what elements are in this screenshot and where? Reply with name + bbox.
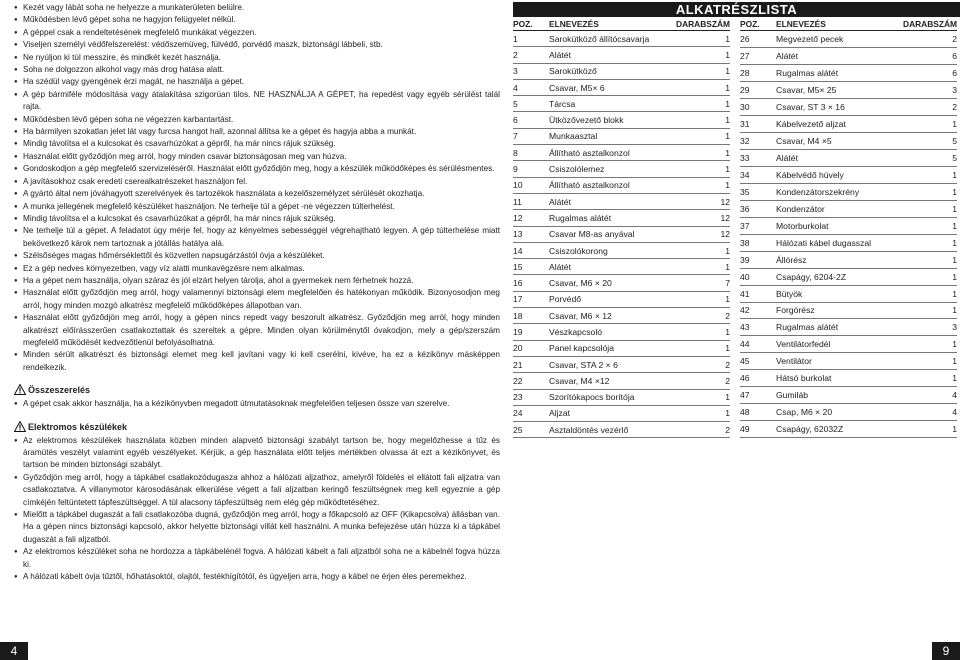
part-qty: 5 xyxy=(903,149,957,166)
col-header-qty: DARABSZÁM xyxy=(676,18,730,29)
part-pos: 35 xyxy=(740,183,776,200)
table-row xyxy=(513,422,730,438)
table-row xyxy=(513,291,730,307)
part-pos: 5 xyxy=(513,96,549,112)
part-name: Panel kapcsolója xyxy=(549,340,676,356)
table-row xyxy=(513,275,730,291)
table-row xyxy=(740,251,957,268)
part-name: Sarokütköző állítócsavarja xyxy=(549,31,676,47)
col-header-pos: POZ. xyxy=(740,17,776,31)
part-pos: 29 xyxy=(740,81,776,98)
part-name: Csavar, M4 ×12 xyxy=(549,373,676,389)
part-name: Csap, M6 × 20 xyxy=(776,404,903,421)
part-pos: 30 xyxy=(740,98,776,115)
col-header-qty: DARABSZÁM xyxy=(903,18,957,29)
electrical-heading-text: Elektromos készülékek xyxy=(28,421,128,432)
table-row xyxy=(513,145,730,161)
part-qty: 1 xyxy=(903,251,957,268)
part-qty: 1 xyxy=(903,234,957,251)
table-row xyxy=(740,285,957,302)
bullet-item: ● A géppel csak a rendeltetésének megfelelő munkákat végezzen. xyxy=(14,27,500,39)
table-row xyxy=(513,128,730,144)
bullet-item: ● Ez a gép nedves környezetben, vagy víz alatti munkavégzésre nem alkalmas. xyxy=(14,263,500,275)
table-row xyxy=(740,336,957,353)
part-pos: 18 xyxy=(513,308,549,324)
part-qty: 1 xyxy=(676,145,730,161)
part-name: Alátét xyxy=(549,47,676,63)
part-pos: 10 xyxy=(513,177,549,193)
table-row xyxy=(740,47,957,64)
part-qty: 4 xyxy=(903,404,957,421)
table-row xyxy=(740,404,957,421)
part-qty: 1 xyxy=(903,285,957,302)
bullet-item: ● A javításokhoz csak eredeti cserealkatrészeket használjon fel. xyxy=(14,176,500,188)
table-row xyxy=(740,370,957,387)
table-row xyxy=(740,319,957,336)
bullet-item: ● Ne nyúljon ki túl messzire, és mindkét kezét használja. xyxy=(14,52,500,64)
table-row xyxy=(513,79,730,95)
part-qty: 2 xyxy=(903,98,957,115)
bullet-item: ● Ha szédül vagy gyengének érzi magát, ne használja a gépet. xyxy=(14,76,500,88)
part-pos: 37 xyxy=(740,217,776,234)
bullet-item: ● Győződjön meg arról, hogy a tápkábel csatlakozódugasza ahhoz a hálózati aljzathoz, amelyről földelés el ellátott fali aljzatra van csatlakoztatva. A villanymotor károsodásának elkerülése végett a fali aljzatban keringő feszültségnek meg kell egyeznie a gép címkéjén feltüntetett tápfeszültséggel. A túl alacsony tápfeszültség nem elég gép működtetéséhez. xyxy=(14,472,500,509)
part-qty: 12 xyxy=(676,210,730,226)
part-name: Csiszolókorong xyxy=(549,242,676,258)
part-name: Alátét xyxy=(776,149,903,166)
parts-list-title: ALKATRÉSZLISTA xyxy=(513,2,960,17)
part-qty: 1 xyxy=(903,370,957,387)
parts-table-right xyxy=(740,17,957,438)
part-qty: 12 xyxy=(676,193,730,209)
bullet-item: ● Mindig távolítsa el a kulcsokat és csavarhúzókat a gépről, ha már nincs rájuk szükség. xyxy=(14,213,500,225)
part-qty: 6 xyxy=(903,47,957,64)
part-qty: 1 xyxy=(676,96,730,112)
part-qty: 1 xyxy=(676,340,730,356)
bullet-item: ● Viseljen személyi védőfelszerelést: védőszemüveg, fülvédő, porvédő maszk, biztonsági lábbeli, stb. xyxy=(14,39,500,51)
part-name: Kábelvédő hüvely xyxy=(776,166,903,183)
page-number-right: 9 xyxy=(932,642,960,660)
part-name: Ventilátorfedél xyxy=(776,336,903,353)
bullet-item: ● A gépet csak akkor használja, ha a kézikönyvben megadott útmutatásoknak megfelelően teljesen össze van szerelve. xyxy=(14,398,500,410)
table-row xyxy=(513,112,730,128)
part-name: Bütyök xyxy=(776,285,903,302)
table-row xyxy=(513,226,730,242)
part-name: Munkaasztal xyxy=(549,128,676,144)
bullet-item: ● Használat előtt győződjön meg arról, hogy a gépen nincs repedt vagy beszorult alkatrész. Győződjön meg arról, hogy minden alkatrészt előírásszerűen csatlakoztattak és szereltek a gépre. Minden olyan körülménytől óvakodjon, mely a gép/szerszám megfelelő működését kedvezőtlenül befolyásolhatná. xyxy=(14,312,500,349)
part-pos: 42 xyxy=(740,302,776,319)
part-pos: 32 xyxy=(740,132,776,149)
table-row xyxy=(513,308,730,324)
table-row xyxy=(740,353,957,370)
part-pos: 21 xyxy=(513,356,549,372)
table-row xyxy=(740,166,957,183)
part-pos: 2 xyxy=(513,47,549,63)
part-name: Csavar, M5× 6 xyxy=(549,79,676,95)
part-name: Kondenzátor xyxy=(776,200,903,217)
part-pos: 7 xyxy=(513,128,549,144)
bullet-item: ● Ha bármilyen szokatlan jelet lát vagy furcsa hangot hall, azonnal állítsa ke a gépet és hagyja abba a munkát. xyxy=(14,126,500,138)
part-pos: 49 xyxy=(740,421,776,438)
part-qty: 1 xyxy=(676,31,730,47)
part-qty: 1 xyxy=(676,128,730,144)
bullet-item: ● Soha ne dolgozzon alkohol vagy más drog hatása alatt. xyxy=(14,64,500,76)
part-qty: 2 xyxy=(676,422,730,438)
part-name: Tárcsa xyxy=(549,96,676,112)
table-row xyxy=(740,149,957,166)
part-name: Állítható asztalkonzol xyxy=(549,177,676,193)
part-qty: 2 xyxy=(676,308,730,324)
part-qty: 1 xyxy=(676,242,730,258)
bullet-item: ● A hálózati kábelt óvja tűztől, hőhatásoktól, olajtól, festékhígítótól, és ügyeljen arra, hogy a kábel ne érjen éles peremekhez. xyxy=(14,571,500,583)
parts-list-section xyxy=(513,2,960,438)
part-pos: 28 xyxy=(740,64,776,81)
table-row xyxy=(740,421,957,438)
table-row xyxy=(513,389,730,405)
bullet-item: ● Gondoskodjon a gép megfelelő szervizeléséről. Használat előtt győződjön meg, hogy a készülék működőképes és sérülésmentes. xyxy=(14,163,500,175)
table-row xyxy=(740,387,957,404)
part-pos: 24 xyxy=(513,405,549,421)
table-row xyxy=(740,98,957,115)
table-row xyxy=(513,340,730,356)
col-header-name: ELNEVEZÉS xyxy=(776,17,903,31)
part-name: Megvezető pecek xyxy=(776,31,903,48)
part-pos: 38 xyxy=(740,234,776,251)
part-name: Csavar, M6 × 12 xyxy=(549,308,676,324)
part-pos: 12 xyxy=(513,210,549,226)
part-pos: 22 xyxy=(513,373,549,389)
part-name: Sarokütköző xyxy=(549,63,676,79)
part-pos: 17 xyxy=(513,291,549,307)
bullet-item: ● Kezét vagy lábát soha ne helyezze a munkaterületen belülre. xyxy=(14,2,500,14)
part-pos: 8 xyxy=(513,145,549,161)
bullet-item: ● Az elektromos készüléket soha ne hordozza a tápkábelénél fogva. A hálózati kábelt a fali aljzatból soha ne a kábelnél fogva húzza ki. xyxy=(14,546,500,571)
part-name: Ütközővezető blokk xyxy=(549,112,676,128)
page-number-left: 4 xyxy=(0,642,28,660)
table-row xyxy=(513,324,730,340)
table-row xyxy=(513,405,730,421)
part-qty: 2 xyxy=(903,31,957,48)
part-name: Porvédő xyxy=(549,291,676,307)
bullet-item: ● Mielőtt a tápkábel dugaszát a fali csatlakozóba dugná, győződjön meg arról, hogy a főkapcsoló az OFF (Kikapcsolva) állásban van. Ha a gépen nincs biztonsági kapcsoló, akkor helyette biztonsági villát kell használni. A munka befejezése után húzza ki a tápkábel dugaszát a fali aljzatból. xyxy=(14,509,500,546)
table-row xyxy=(740,302,957,319)
part-pos: 36 xyxy=(740,200,776,217)
part-pos: 11 xyxy=(513,193,549,209)
part-qty: 1 xyxy=(903,183,957,200)
part-qty: 1 xyxy=(676,405,730,421)
part-qty: 1 xyxy=(676,177,730,193)
table-row xyxy=(740,132,957,149)
bullet-item: ● Minden sérült alkatrészt és biztonsági elemet meg kell javítani vagy ki kell cserélni, kivéve, ha ez a kézikönyv másképpen rendelkezik. xyxy=(14,349,500,374)
table-row xyxy=(513,373,730,389)
bullet-item: ● A gép bármiféle módosítása vagy átalakítása szigorúan tilos. NE HASZNÁLJA A GÉPET, ha repedést vagy egyéb sérülést talál rajta. xyxy=(14,89,500,114)
table-row xyxy=(513,259,730,275)
part-pos: 27 xyxy=(740,47,776,64)
part-name: Kondenzátorszekrény xyxy=(776,183,903,200)
part-qty: 1 xyxy=(676,389,730,405)
safety-list xyxy=(14,2,500,374)
part-qty: 1 xyxy=(676,63,730,79)
part-name: Csavar, M4 ×5 xyxy=(776,132,903,149)
part-pos: 25 xyxy=(513,422,549,438)
part-pos: 48 xyxy=(740,404,776,421)
table-row xyxy=(740,81,957,98)
part-pos: 47 xyxy=(740,387,776,404)
part-name: Vészkapcsoló xyxy=(549,324,676,340)
part-pos: 14 xyxy=(513,242,549,258)
part-name: Aljzat xyxy=(549,405,676,421)
part-name: Csiszolólemez xyxy=(549,161,676,177)
bullet-item: ● Működésben lévő gépen soha ne végezzen karbantartást. xyxy=(14,114,500,126)
part-pos: 26 xyxy=(740,31,776,48)
col-header-pos: POZ. xyxy=(513,17,549,31)
bullet-item: ● Ha a gépet nem használja, olyan száraz és jól elzárt helyen tárolja, ahol a gyermekek nem férhetnek hozzá. xyxy=(14,275,500,287)
part-name: Forgórész xyxy=(776,302,903,319)
part-name: Állítható asztalkonzol xyxy=(549,145,676,161)
part-qty: 1 xyxy=(903,268,957,285)
part-name: Csavar, M5× 25 xyxy=(776,81,903,98)
part-pos: 19 xyxy=(513,324,549,340)
bullet-item: ● Használat előtt győződjön meg arról, hogy valamennyi biztonsági elem megfelelően és hatékonyan működik. Bizonyosodjon meg arról, hogy minden mozgó alkatrész megfelelő működőképes állapotban van. xyxy=(14,287,500,312)
part-qty: 1 xyxy=(903,217,957,234)
table-row xyxy=(513,242,730,258)
part-qty: 1 xyxy=(903,166,957,183)
part-name: Hálózati kábel dugasszal xyxy=(776,234,903,251)
bullet-item: ● A gyártó által nem jóváhagyott szerelvények és tartozékok használata a kezelőszemélyzet sérülését okozhatja. xyxy=(14,188,500,200)
table-row xyxy=(513,63,730,79)
bullet-item: ● Használat előtt győződjön meg arról, hogy minden csavar biztonságosan meg van húzva. xyxy=(14,151,500,163)
warning-icon xyxy=(14,384,26,395)
part-qty: 1 xyxy=(903,421,957,438)
part-pos: 6 xyxy=(513,112,549,128)
part-name: Csapágy, 6204-2Z xyxy=(776,268,903,285)
instructions-column xyxy=(14,2,500,583)
part-qty: 2 xyxy=(676,373,730,389)
part-name: Csapágy, 62032Z xyxy=(776,421,903,438)
part-qty: 1 xyxy=(903,200,957,217)
part-pos: 34 xyxy=(740,166,776,183)
part-qty: 2 xyxy=(676,356,730,372)
bullet-item: ● Ne terhelje túl a gépet. A feladatot úgy mérje fel, hogy az kényelmes sebességgel végrehajtható legyen. A gép túlterhelése miatt bekövetkező károk nem tartoznak a jótállás hatálya alá. xyxy=(14,225,500,250)
bullet-item: ● Mindig távolítsa el a kulcsokat és csavarhúzókat a gépről, ha már nincs rájuk szükség. xyxy=(14,138,500,150)
part-pos: 1 xyxy=(513,31,549,47)
part-pos: 46 xyxy=(740,370,776,387)
part-qty: 7 xyxy=(676,275,730,291)
part-pos: 16 xyxy=(513,275,549,291)
part-pos: 23 xyxy=(513,389,549,405)
electrical-list xyxy=(14,435,500,584)
part-qty: 1 xyxy=(903,353,957,370)
part-name: Rugalmas alátét xyxy=(549,210,676,226)
part-name: Csavar, STA 2 × 6 xyxy=(549,356,676,372)
part-qty: 4 xyxy=(903,387,957,404)
part-pos: 39 xyxy=(740,251,776,268)
part-pos: 33 xyxy=(740,149,776,166)
part-qty: 5 xyxy=(903,132,957,149)
assembly-heading xyxy=(14,384,500,396)
part-qty: 1 xyxy=(676,112,730,128)
part-pos: 44 xyxy=(740,336,776,353)
warning-icon xyxy=(14,421,26,432)
table-row xyxy=(513,161,730,177)
table-row xyxy=(513,177,730,193)
table-row xyxy=(740,31,957,48)
part-qty: 1 xyxy=(903,336,957,353)
part-qty: 1 xyxy=(676,79,730,95)
part-name: Szorítókapocs borítója xyxy=(549,389,676,405)
part-pos: 15 xyxy=(513,259,549,275)
part-qty: 1 xyxy=(676,291,730,307)
assembly-list xyxy=(14,398,500,410)
table-row xyxy=(740,200,957,217)
part-name: Ventilátor xyxy=(776,353,903,370)
part-qty: 1 xyxy=(676,324,730,340)
table-row xyxy=(740,115,957,132)
part-pos: 4 xyxy=(513,79,549,95)
part-name: Alátét xyxy=(549,259,676,275)
table-row xyxy=(740,183,957,200)
table-row xyxy=(740,64,957,81)
part-name: Rugalmas alátét xyxy=(776,64,903,81)
part-name: Csavar M8-as anyával xyxy=(549,226,676,242)
part-qty: 1 xyxy=(676,161,730,177)
electrical-heading xyxy=(14,421,500,433)
table-row xyxy=(513,96,730,112)
col-header-name: ELNEVEZÉS xyxy=(549,17,676,31)
bullet-item: ● Szélsőséges magas hőmérséklettől és közvetlen napsugárzástól óvja a készüléket. xyxy=(14,250,500,262)
part-qty: 3 xyxy=(903,319,957,336)
part-name: Hátsó burkolat xyxy=(776,370,903,387)
bullet-item: ● Működésben lévő gépet soha ne hagyjon felügyelet nélkül. xyxy=(14,14,500,26)
part-name: Állórész xyxy=(776,251,903,268)
part-qty: 6 xyxy=(903,64,957,81)
part-name: Motorburkolat xyxy=(776,217,903,234)
part-pos: 9 xyxy=(513,161,549,177)
part-name: Alátét xyxy=(776,47,903,64)
part-name: Alátét xyxy=(549,193,676,209)
part-pos: 45 xyxy=(740,353,776,370)
part-name: Csavar, M6 × 20 xyxy=(549,275,676,291)
part-pos: 31 xyxy=(740,115,776,132)
part-qty: 12 xyxy=(676,226,730,242)
part-pos: 40 xyxy=(740,268,776,285)
assembly-heading-text: Összeszerelés xyxy=(28,385,91,396)
part-pos: 43 xyxy=(740,319,776,336)
part-name: Gumiláb xyxy=(776,387,903,404)
table-row xyxy=(513,31,730,47)
part-name: Csavar, ST 3 × 16 xyxy=(776,98,903,115)
bullet-item: ● Az elektromos készülékek használata közben minden alapvető biztonsági szabályt tartson be, hogy megelőzhesse a tűz és áramütés veszélyt valamint egyéb veszélyeket. Kérjük, a gép használata előtt teljes mértékben olvassa át ezt a kézikönyvet, és tartson be minden biztonsági szabályt. xyxy=(14,435,500,472)
part-qty: 1 xyxy=(676,47,730,63)
table-row xyxy=(513,210,730,226)
part-name: Rugalmas alátét xyxy=(776,319,903,336)
table-row xyxy=(513,193,730,209)
part-qty: 1 xyxy=(903,302,957,319)
table-row xyxy=(513,47,730,63)
table-row xyxy=(740,268,957,285)
bullet-item: ● A munka jellegének megfelelő készüléket használjon. Ne terhelje túl a gépet -ne végezzen túlterhelést. xyxy=(14,201,500,213)
part-pos: 20 xyxy=(513,340,549,356)
part-name: Asztaldöntés vezérlő xyxy=(549,422,676,438)
table-row xyxy=(740,217,957,234)
part-name: Kábelvezető aljzat xyxy=(776,115,903,132)
part-qty: 3 xyxy=(903,81,957,98)
parts-table-left xyxy=(513,17,730,438)
part-qty: 1 xyxy=(676,259,730,275)
part-pos: 41 xyxy=(740,285,776,302)
part-pos: 13 xyxy=(513,226,549,242)
part-qty: 1 xyxy=(903,115,957,132)
part-pos: 3 xyxy=(513,63,549,79)
table-row xyxy=(513,356,730,372)
table-row xyxy=(740,234,957,251)
